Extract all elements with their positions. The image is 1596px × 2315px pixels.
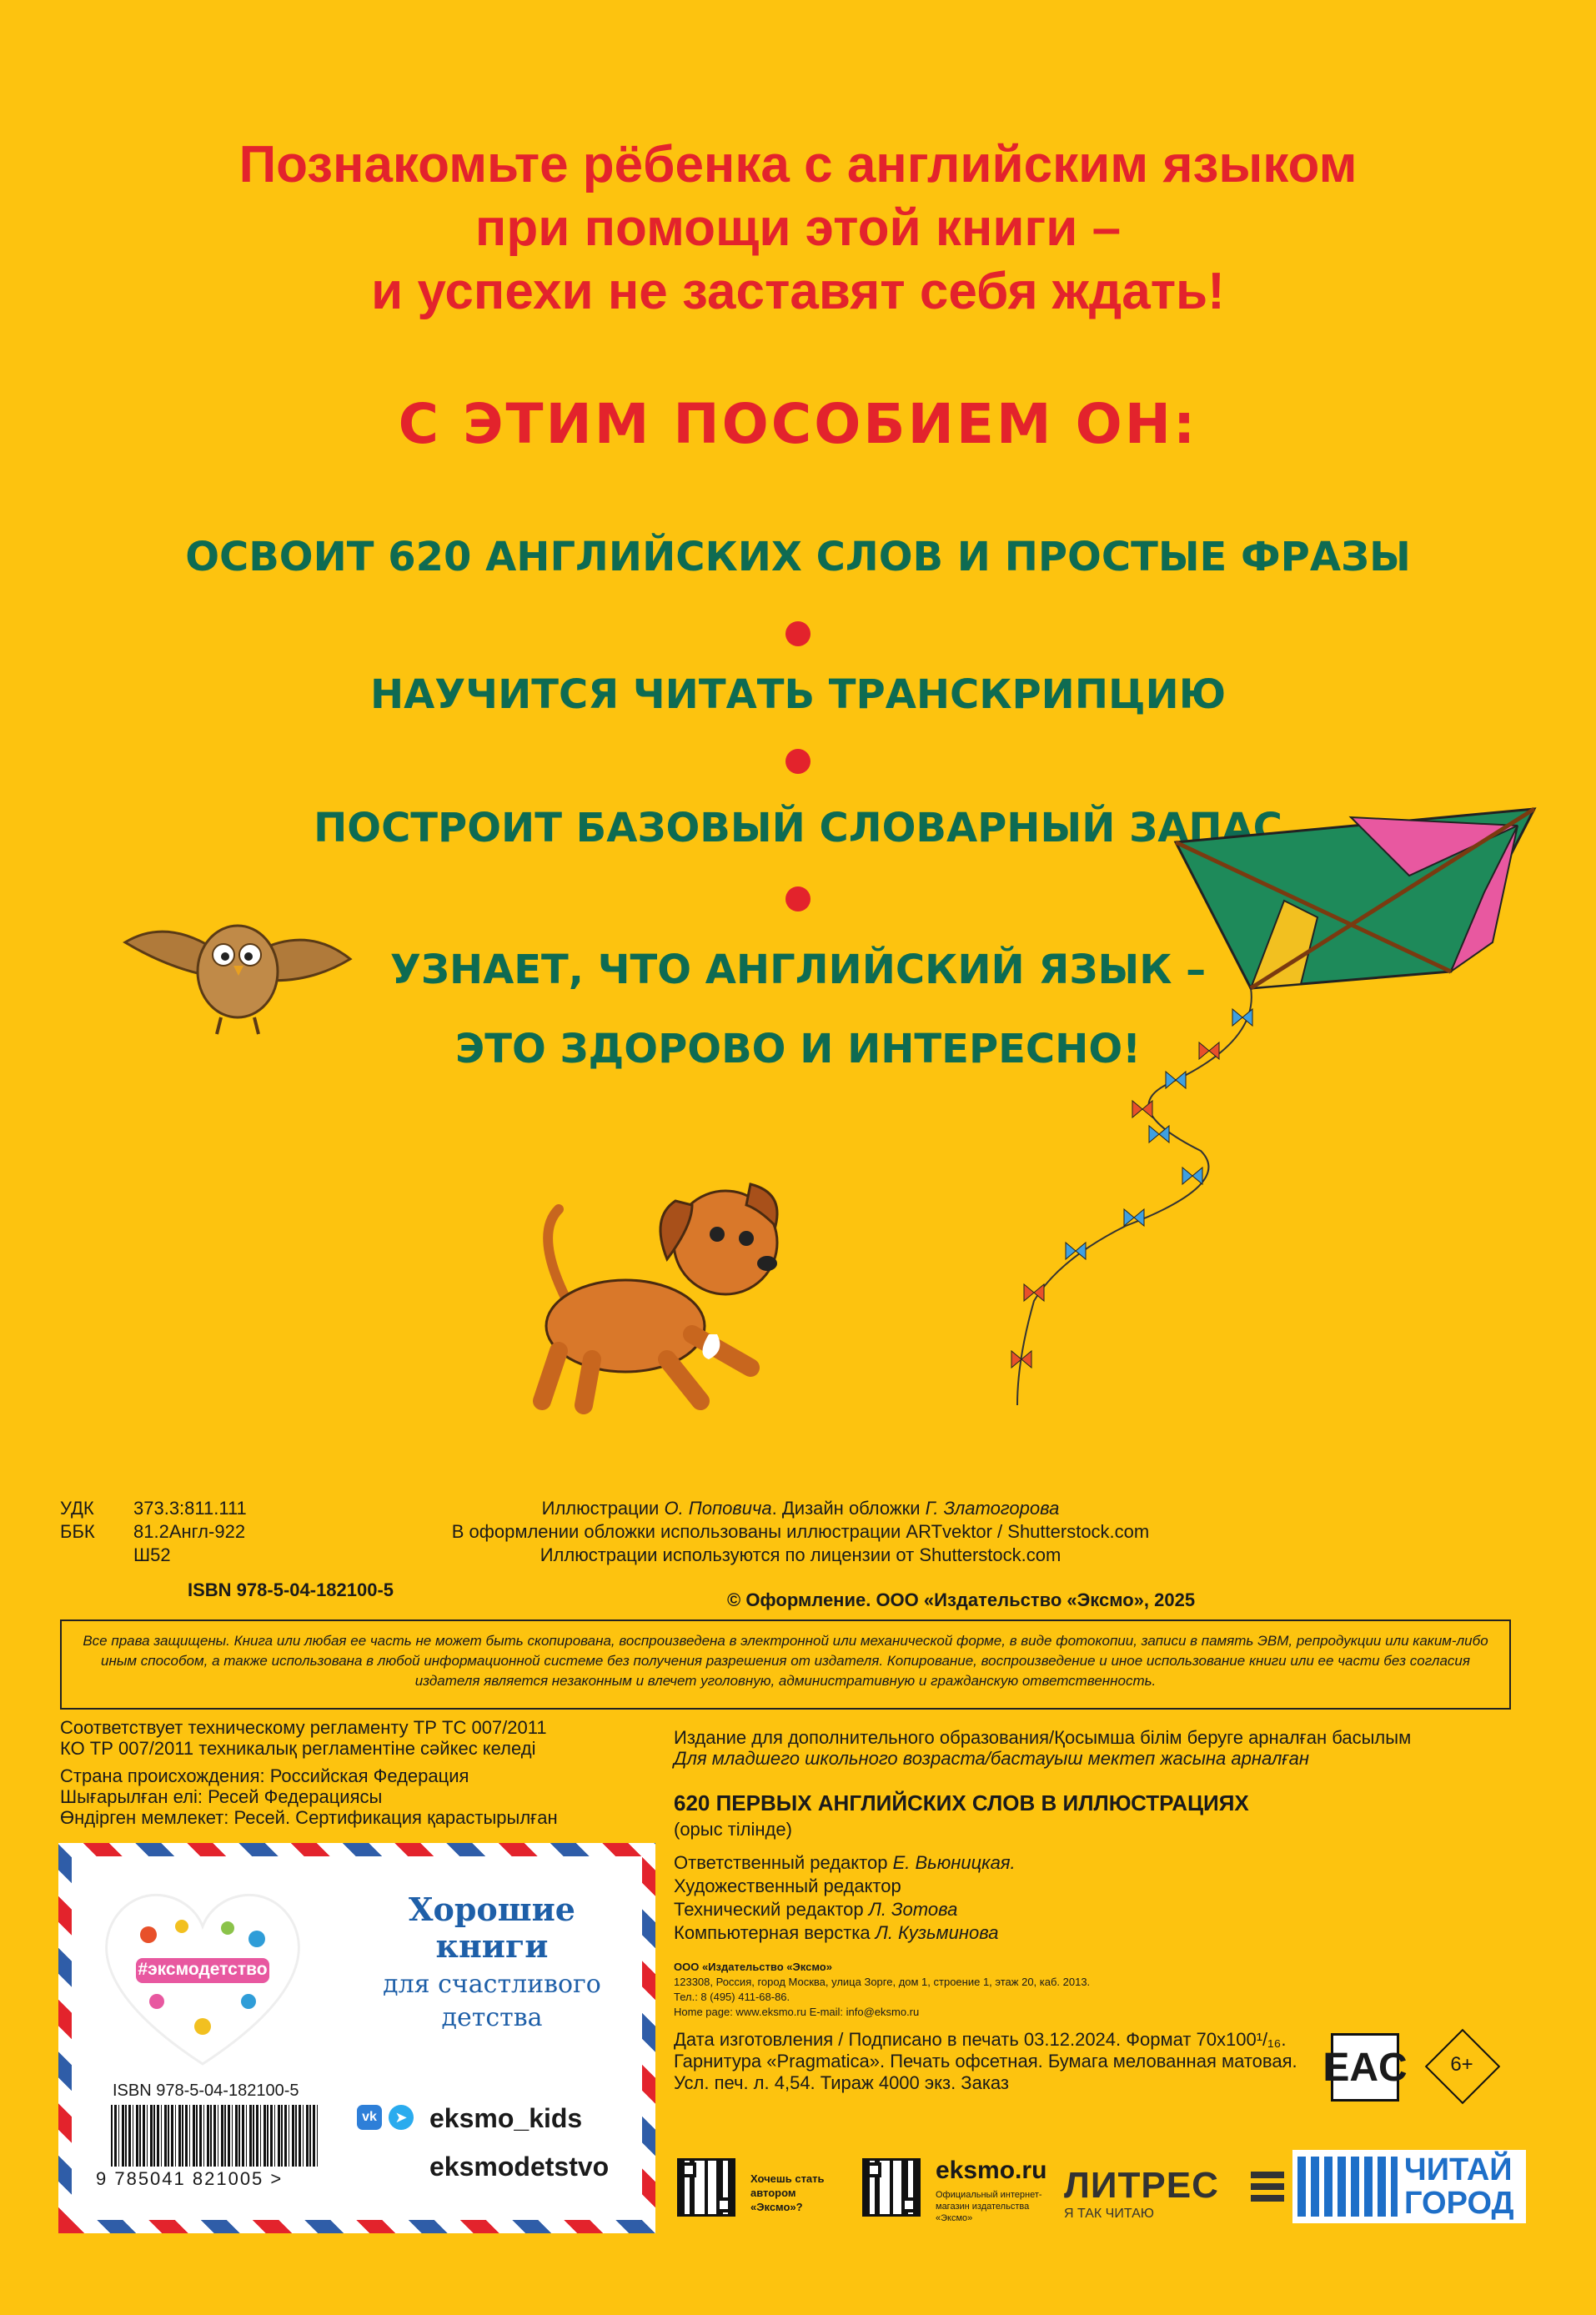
qr-code-shop[interactable] xyxy=(862,2158,921,2217)
vk-icon[interactable]: vk xyxy=(357,2105,382,2130)
chitai-gorod-logo[interactable] xyxy=(1292,2150,1526,2223)
print-info-2: Гарнитура «Pragmatica». Печать офсетная. Бумага мелованная матовая. xyxy=(674,2051,1297,2071)
publisher-web: Home page: www.eksmo.ru E-mail: info@eksmo.ru xyxy=(674,2006,920,2018)
print-info-1: Дата изготовления / Подписано в печать 03.12.2024. Формат 70x100¹/₁₆. xyxy=(674,2029,1287,2050)
qr-shop-text: Официальный интернет-магазин издательства «Эксмо» xyxy=(936,2190,1042,2223)
publisher-phone: Тел.: 8 (495) 411-68-86. xyxy=(674,1991,790,2003)
litres-bar-icon xyxy=(1251,2183,1284,2190)
bbk-value: 81.2Англ-922 xyxy=(133,1521,246,1542)
publisher-name: ООО «Издательство «Эксмо» xyxy=(674,1961,832,1973)
staff-4 xyxy=(674,1921,998,1945)
bullet-dot xyxy=(785,749,811,774)
slogan-4: детства xyxy=(441,2003,543,2032)
chitai-gorod-icon xyxy=(1297,2157,1398,2217)
barcode-isbn: ISBN 978-5-04-182100-5 xyxy=(113,2081,299,2100)
udk-value: 373.3:811.111 xyxy=(133,1498,247,1519)
staff-name: Е. Вьюницкая. xyxy=(892,1852,1016,1873)
edition-purpose: Издание для дополнительного образования/Қосымша білім беруге арналған басылым xyxy=(674,1727,1412,1748)
credits-line-3: Иллюстрации используются по лицензии от Shutterstock.com xyxy=(540,1544,1061,1565)
eac-mark: EAC xyxy=(1331,2033,1399,2102)
social-eksmo-kids[interactable]: eksmo_kids xyxy=(429,2103,583,2133)
designer-name: Г. Златогорова xyxy=(925,1498,1060,1519)
bullet-dot xyxy=(785,621,811,646)
benefit-2: НАУЧИТСЯ ЧИТАТЬ ТРАНСКРИПЦИЮ xyxy=(369,671,1227,718)
qr-code-author[interactable] xyxy=(677,2158,735,2217)
barcode-digits: 9 785041 821005 > xyxy=(96,2168,284,2189)
heart-tag: #эксмодетство xyxy=(138,1960,268,1979)
dog-illustration xyxy=(500,1168,817,1418)
kite-illustration xyxy=(984,792,1551,1409)
slogan-1: Хорошие xyxy=(409,1891,575,1928)
staff-2 xyxy=(674,1875,901,1898)
staff-role: Технический редактор xyxy=(674,1899,869,1920)
credits-mid: . Дизайн обложки xyxy=(771,1498,926,1519)
compliance-3: Страна происхождения: Российская Федерация xyxy=(60,1765,469,1786)
edition-age: Для младшего школьного возраста/бастауыш мектеп жасына арналған xyxy=(674,1748,1310,1769)
compliance-1: Соответствует техническому регламенту ТР ТС 007/2011 xyxy=(60,1717,547,1738)
bullet-dot xyxy=(785,886,811,911)
author-mark: Ш52 xyxy=(133,1544,171,1565)
litres-bar-icon xyxy=(1251,2195,1284,2202)
benefit-1: ОСВОИТ 620 АНГЛИЙСКИХ СЛОВ И ПРОСТЫЕ ФРАЗЫ xyxy=(185,534,1411,580)
slogan-2: книги xyxy=(435,1927,549,1965)
litres-tagline: Я ТАК ЧИТАЮ xyxy=(1064,2207,1154,2221)
barcode-bars xyxy=(111,2105,319,2167)
compliance-4: Шығарылған елі: Ресей Федерациясы xyxy=(60,1786,383,1807)
litres-bar-icon xyxy=(1251,2172,1284,2178)
credits-line-2: В оформлении обложки использованы иллюстрации ARTvektor / Shutterstock.com xyxy=(451,1521,1150,1542)
barcode-block xyxy=(88,2076,338,2193)
telegram-icon[interactable]: ➤ xyxy=(389,2105,414,2130)
benefit-4b: ЭТО ЗДОРОВО И ИНТЕРЕСНО! xyxy=(454,1026,1142,1072)
age-rating: 6+ xyxy=(1450,2053,1473,2076)
qr-author-text: Хочешь стать автором «Эксмо»? xyxy=(750,2172,825,2213)
credits-prefix: Иллюстрации xyxy=(541,1498,665,1519)
print-info-3: Усл. печ. л. 4,54. Тираж 4000 экз. Заказ xyxy=(674,2072,1010,2093)
edition-title: 620 ПЕРВЫХ АНГЛИЙСКИХ СЛОВ В ИЛЛЮСТРАЦИЯХ xyxy=(674,1790,1249,1815)
edition-lang: (орыс тілінде) xyxy=(674,1819,792,1840)
staff-role: Ответственный редактор xyxy=(674,1852,893,1873)
headline-line-2: при помощи этой книги – xyxy=(474,199,1122,257)
benefit-3: ПОСТРОИТ БАЗОВЫЙ СЛОВАРНЫЙ ЗАПАС xyxy=(314,805,1282,851)
credits-line-1 xyxy=(384,1497,1217,1520)
staff-3 xyxy=(674,1898,957,1921)
eksmo-site[interactable]: eksmo.ru xyxy=(936,2157,1047,2184)
gorod-text: ГОРОД xyxy=(1404,2186,1514,2221)
staff-role: Художественный редактор xyxy=(674,1876,901,1896)
staff-role: Компьютерная верстка xyxy=(674,1922,876,1943)
compliance-5: Өндірген мемлекет: Ресей. Сертификация қарастырылған xyxy=(60,1807,558,1828)
staff-1 xyxy=(674,1851,1016,1875)
udk-label: УДК xyxy=(60,1498,94,1519)
staff-name: Л. Зотова xyxy=(868,1899,958,1920)
owl-illustration xyxy=(117,901,359,1051)
slogan-3: для счастливого xyxy=(383,1970,601,1999)
rights-notice: Все права защищены. Книга или любая ее часть не может быть скопирована, воспроизведена в электронной или механической форме, в виде фотокопии, записи в память ЭВМ, репродукции или каким-либо иным способом, а также использована в любой информационной системе без получения разрешения от издателя. Копирование, воспроизведение и иное использование книги или ее части без согласия издателя является незаконным и влечет уголовную, административную и гражданскую ответственность. xyxy=(60,1619,1511,1710)
copyright: © Оформление. ООО «Издательство «Эксмо», 2025 xyxy=(727,1589,1196,1610)
litres-logo[interactable]: ЛИТРЕС xyxy=(1064,2165,1219,2206)
benefit-4a: УЗНАЕТ, ЧТО АНГЛИЙСКИЙ ЯЗЫК – xyxy=(389,947,1207,993)
isbn-top: ISBN 978-5-04-182100-5 xyxy=(188,1579,394,1600)
illustrator-name: О. Поповича xyxy=(664,1498,772,1519)
chitai-text: ЧИТАЙ xyxy=(1404,2152,1513,2187)
bbk-label: ББК xyxy=(60,1521,95,1542)
social-eksmodetstvo[interactable]: eksmodetstvo xyxy=(429,2152,610,2182)
publisher-address: 123308, Россия, город Москва, улица Зорге, дом 1, строение 1, этаж 20, каб. 2013. xyxy=(674,1976,1091,1988)
headline-line-1: Познакомьте рёбенка с английским языком xyxy=(238,136,1358,193)
subhead: С ЭТИМ ПОСОБИЕМ ОН: xyxy=(398,392,1198,456)
staff-name: Л. Кузьминова xyxy=(875,1922,999,1943)
headline-line-3: и успехи не заставят себя ждать! xyxy=(371,263,1225,320)
compliance-2: КО ТР 007/2011 техникалық регламентіне сәйкес келеді xyxy=(60,1738,536,1759)
